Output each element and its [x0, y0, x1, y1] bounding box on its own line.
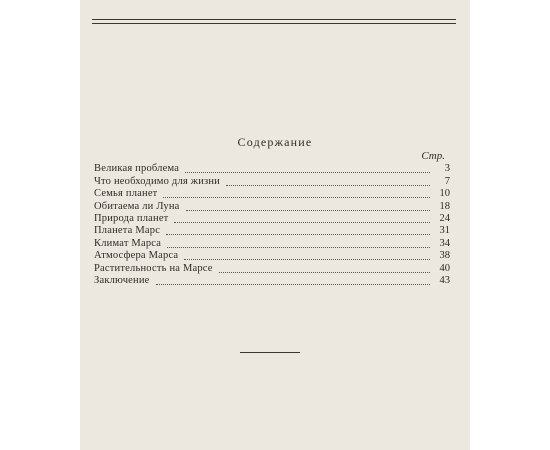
page-title: Содержание [237, 135, 313, 149]
toc-entry-page: 34 [439, 237, 450, 249]
leader-dots [185, 171, 430, 173]
leader-dots [163, 196, 430, 198]
leader-dots [219, 271, 430, 273]
toc-entry-title: Растительность на Марсе [94, 262, 213, 274]
toc-entry [94, 250, 450, 262]
book-page [80, 0, 470, 450]
toc-entry-page: 38 [439, 250, 450, 262]
toc-entry-page: 7 [444, 175, 450, 187]
toc-entry [94, 188, 450, 200]
toc-entry-title: Заключение [94, 274, 150, 286]
leader-dots [156, 283, 430, 285]
bottom-rule [240, 352, 300, 353]
leader-dots [167, 246, 430, 248]
toc-entry-title: Обитаема ли Луна [94, 200, 180, 212]
leader-dots [226, 184, 430, 186]
toc-entry [94, 163, 450, 175]
leader-dots [186, 209, 430, 211]
toc-entry-title: Планета Марс [94, 225, 161, 237]
toc-entry-title: Климат Марса [94, 237, 162, 249]
toc-entry-title: Семья планет [94, 188, 158, 200]
table-of-contents [94, 163, 450, 287]
toc-entry [94, 200, 450, 212]
toc-entry-page: 3 [444, 163, 450, 175]
toc-entry-title: Природа планет [94, 212, 169, 224]
top-double-rule [92, 19, 456, 24]
toc-entry-page: 40 [439, 262, 450, 274]
leader-dots [184, 258, 430, 260]
toc-entry [94, 275, 450, 287]
page-column-label: Стр. [421, 150, 445, 162]
toc-entry [94, 262, 450, 274]
toc-entry-title: Что необходимо для жизни [94, 175, 220, 187]
toc-entry [94, 175, 450, 187]
toc-entry-page: 43 [439, 274, 450, 286]
leader-dots [174, 221, 430, 223]
toc-entry-page: 24 [439, 212, 450, 224]
toc-entry-title: Атмосфера Марса [94, 250, 179, 262]
toc-entry [94, 225, 450, 237]
toc-entry [94, 213, 450, 225]
toc-entry-page: 18 [439, 200, 450, 212]
toc-entry-page: 10 [439, 188, 450, 200]
toc-entry [94, 237, 450, 249]
leader-dots [166, 233, 430, 235]
toc-entry-page: 31 [439, 225, 450, 237]
toc-entry-title: Великая проблема [94, 163, 180, 175]
